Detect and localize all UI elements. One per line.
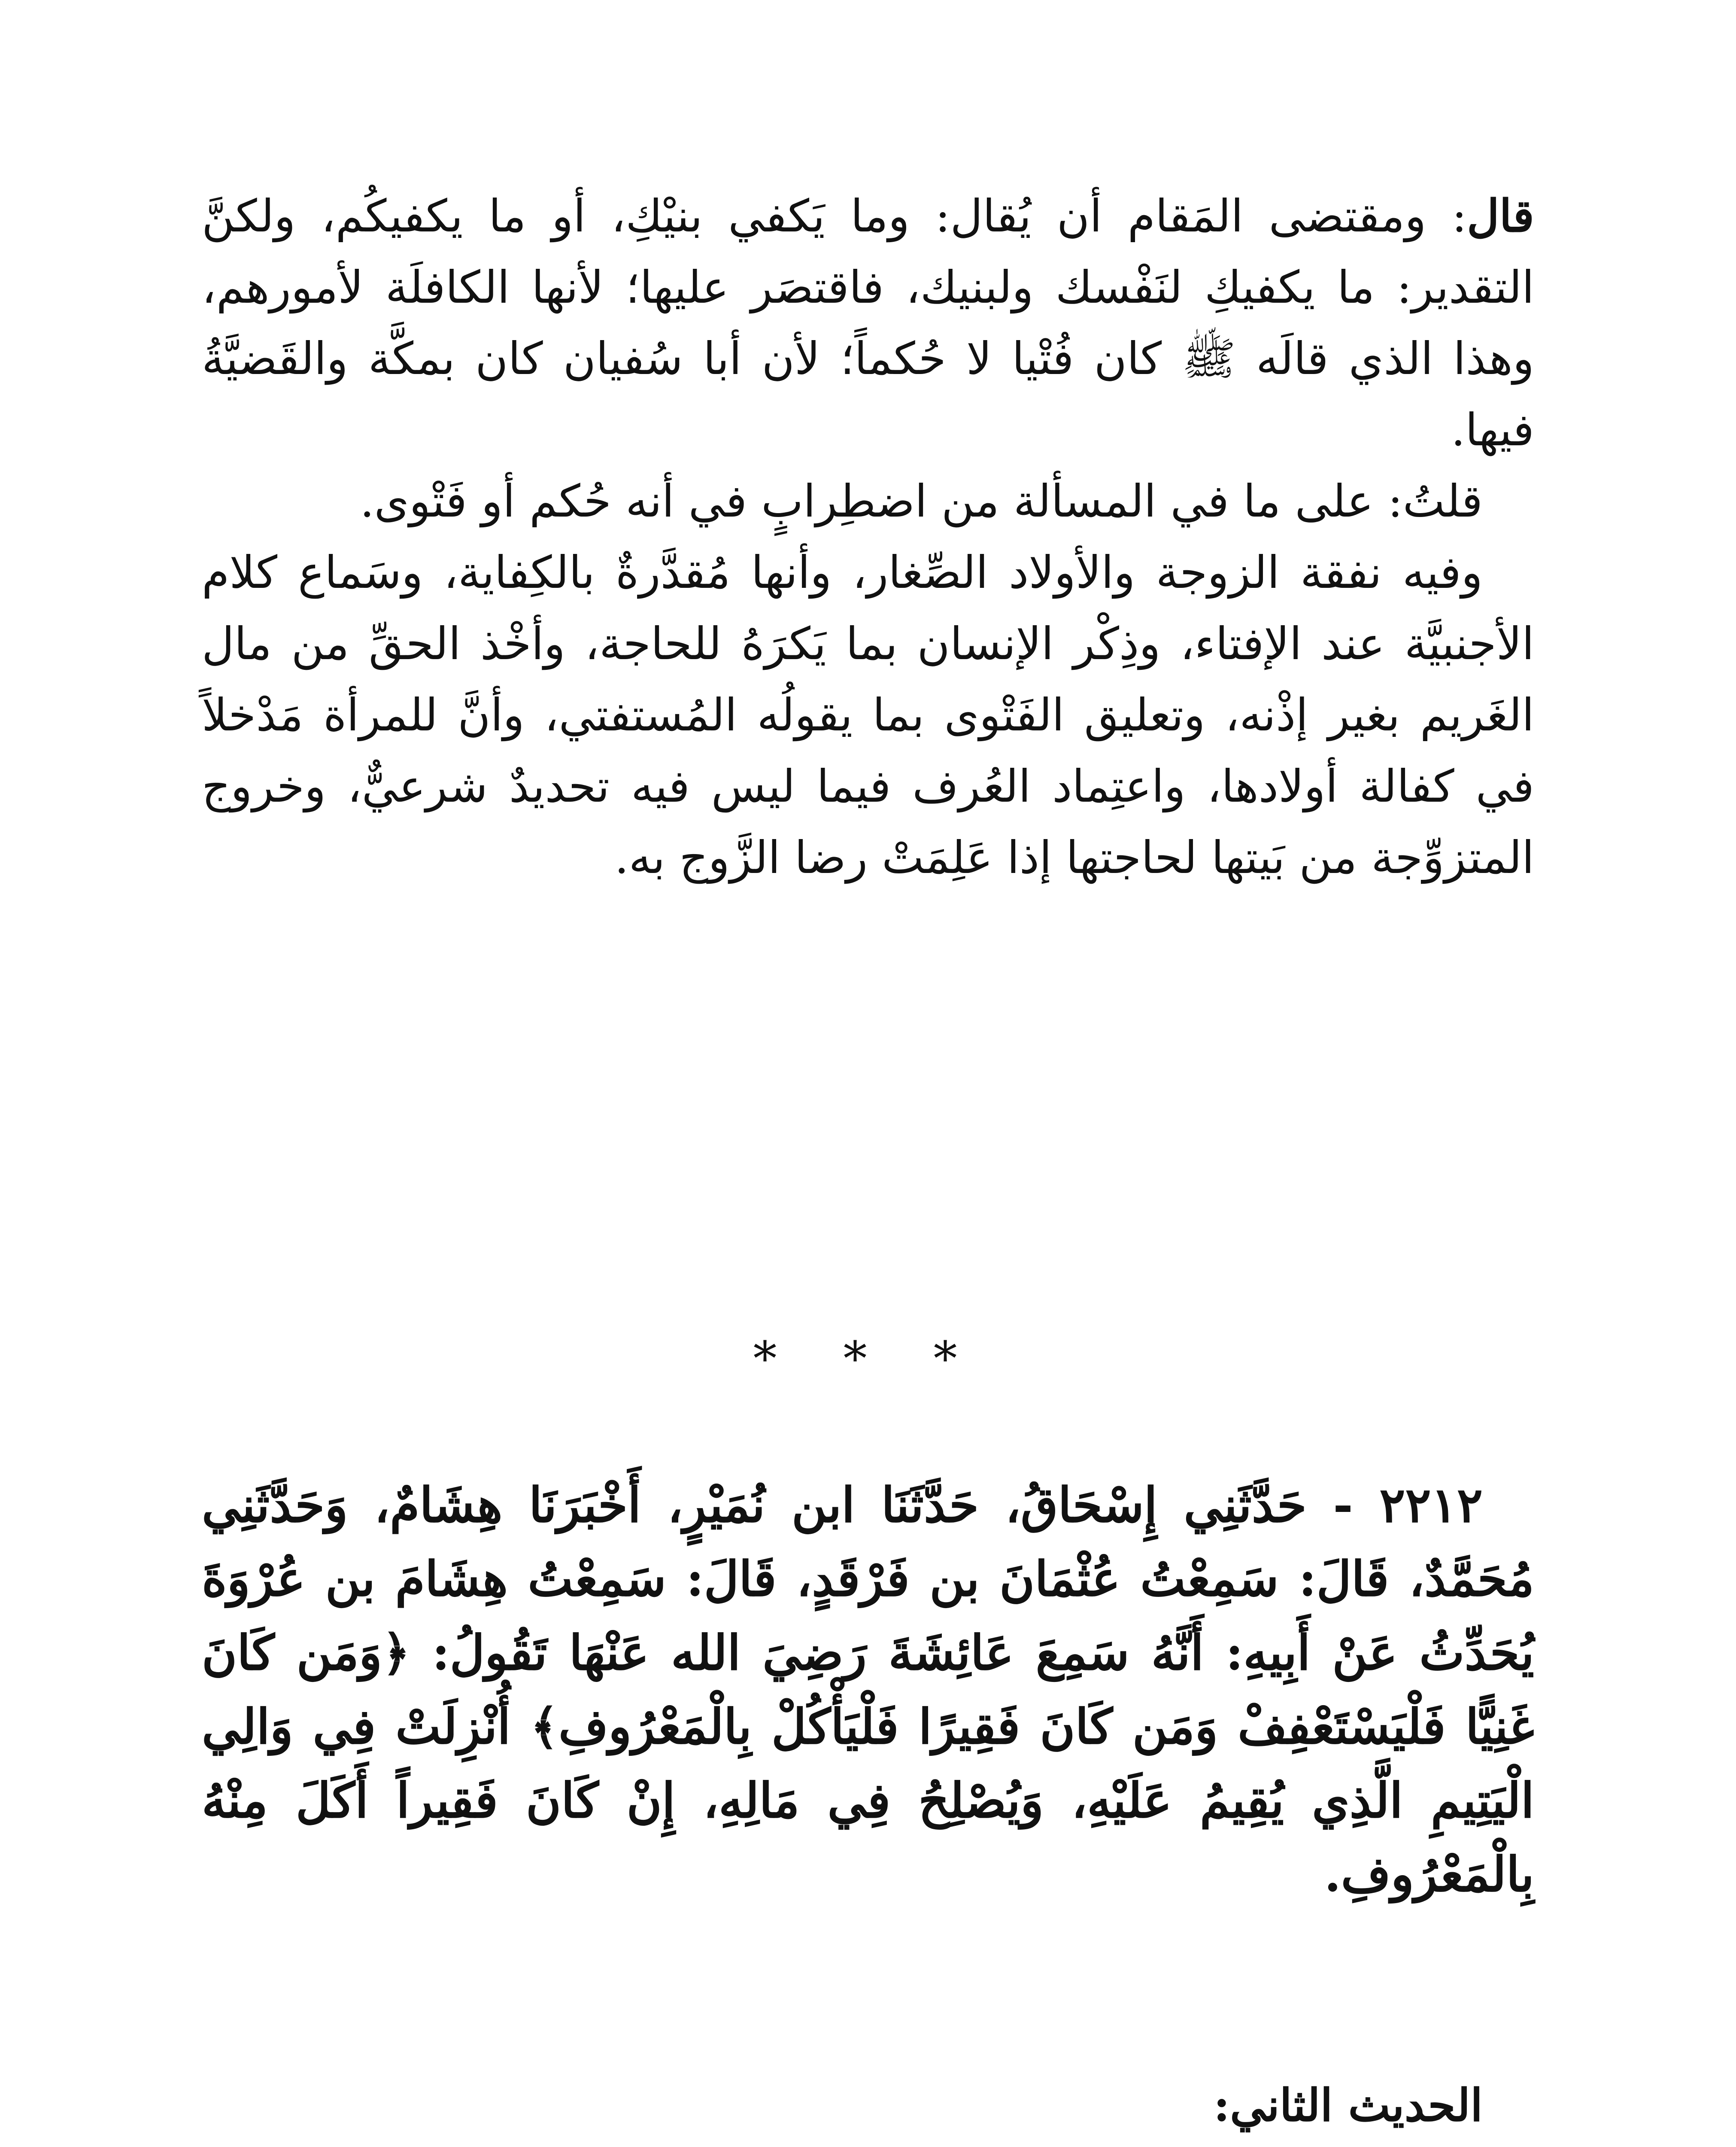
commentary-paragraph-2: قلتُ: على ما في المسألة من اضطِرابٍ في أنه حُكم أو فَتْوى. [360, 475, 1483, 527]
commentary-paragraph-1 [202, 180, 1534, 465]
commentary-paragraph-3: وفيه نفقة الزوجة والأولاد الصِّغار، وأنها مُقدَّرةٌ بالكِفاية، وسَماع كلام الأجنبيَّة عند الإفتاء، وذِكْر الإنسان بما يَكرَهُ للحاجة، وأخْذ الحقِّ من مال الغَريم بغير إذْنه، وتعليق الفَتْوى بما يقولُه المُستفتي، وأنَّ للمرأة مَدْخلاً في كفالة أولادها، واعتِماد العُرف فيما ليس فيه تحديدٌ شرعيٌّ، وخروج المتزوِّجة من بَيتها لحاجتها إذا عَلِمَتْ رضا الزَّوج به. [202, 546, 1534, 884]
section-heading: الحديث الثاني: [1213, 2079, 1483, 2132]
section-separator: * * * [753, 1331, 983, 1386]
hadith-text: ٢٢١٢ - حَدَّثَنِي إِسْحَاقُ، حَدَّثَنَا ابن نُمَيْرٍ، أَخْبَرَنَا هِشَامٌ، وَحَدَّثَنِي مُحَمَّدٌ، قَالَ: سَمِعْتُ عُثْمَانَ بن فَرْقَدٍ، قَالَ: سَمِعْتُ هِشَامَ بن عُرْوَةَ يُحَدِّثُ عَنْ أَبِيهِ: أَنَّهُ سَمِعَ عَائِشَةَ رَضِيَ الله عَنْهَا تَقُولُ: ﴿وَمَن كَانَ غَنِيًّا فَلْيَسْتَعْفِفْ وَمَن كَانَ فَقِيرًا فَلْيَأْكُلْ بِالْمَعْرُوفِ﴾ أُنْزِلَتْ فِي وَالِي الْيَتِيمِ الَّذِي يُقِيمُ عَلَيْهِ، وَيُصْلِحُ فِي مَالِهِ، إِنْ كَانَ فَقِيراً أَكَلَ مِنْهُ بِالْمَعْرُوفِ. [202, 1477, 1535, 1903]
commentary-paragraph-1-text: : ومقتضى المَقام أن يُقال: وما يَكفي بنيْكِ، أو ما يكفيكُم، ولكنَّ التقدير: ما يكفيكِ لنَفْسك ولبنيك، فاقتصَر عليها؛ لأنها الكافلَة لأمورهم، وهذا الذي قالَه ﷺ كان فُتْيا لا حُكماً؛ لأن أبا سُفيان كان بمكَّة والقَضيَّةُ فيها. [202, 190, 1534, 456]
hadith-section [202, 1469, 1534, 1912]
commentary-lead-word: قال [1467, 189, 1534, 242]
commentary-section [202, 180, 1534, 893]
